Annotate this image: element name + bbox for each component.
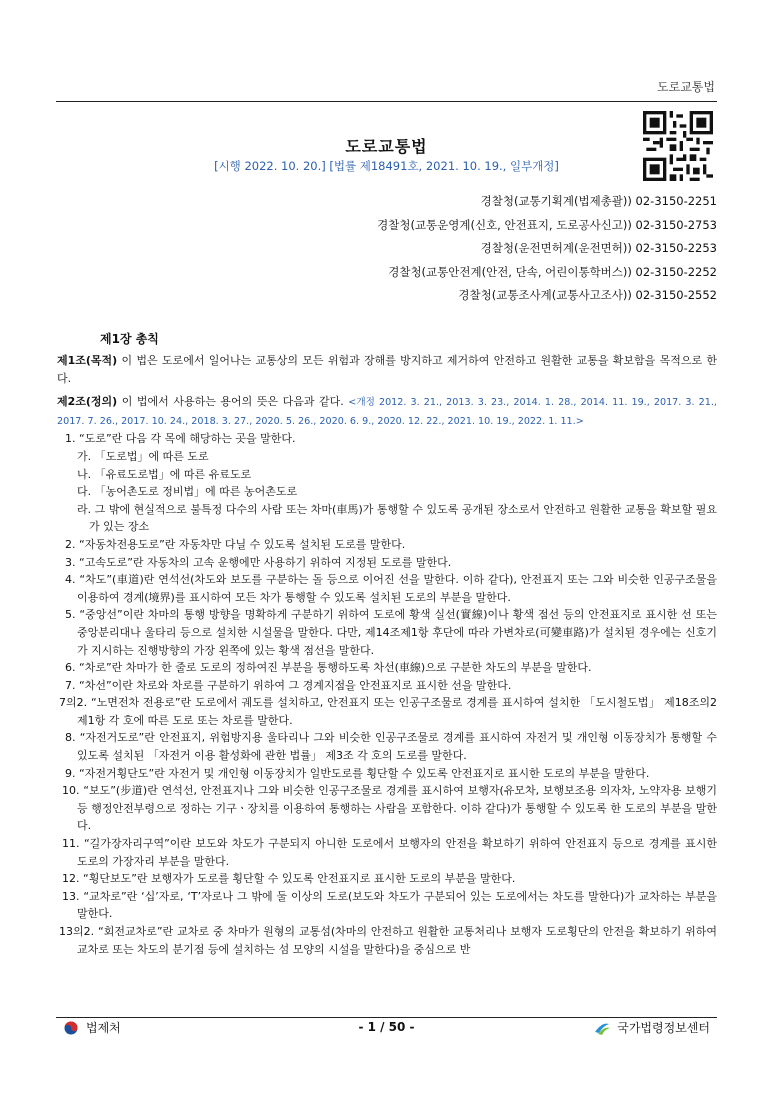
- article-title: 제1조(목적): [57, 354, 118, 367]
- list-item: 1. “도로”란 다음 각 목에 해당하는 곳을 말한다.: [65, 432, 296, 446]
- list-item: 2. “자동차전용도로”란 자동차만 다닐 수 있도록 설치된 도로를 말한다.: [65, 537, 406, 551]
- contact-line: 경찰청(교통안전계(안전, 단속, 어린이통학버스)) 02-3150-2252: [388, 264, 717, 279]
- list-item: 다. 「농어촌도로 정비법」에 따른 농어촌도로: [77, 485, 298, 499]
- list-item: 가. 「도로법」에 따른 도로: [77, 449, 209, 463]
- list-item: 11. “길가장자리구역”이란 보도와 차도가 구분되지 아니한 도로에서 보행자의 안전을 확보하기 위하여 안전표지 등으로 경계를 표시한 도로의 가장자리 부분을 말한다.: [62, 837, 717, 868]
- list-item: 7의2. “노면전차 전용로”란 도로에서 궤도를 설치하고, 안전표지 또는 인공구조물로 경계를 표시하여 설치한 「도시철도법」 제18조의2제1항 각 호에 따른 도로 또는 차로를 말한다.: [59, 696, 717, 727]
- list-item: 4. “차도”(車道)란 연석선(차도와 보도를 구분하는 돌 등으로 이어진 선을 말한다. 이하 같다), 안전표지 또는 그와 비슷한 인공구조물을 이용하여 경계(境界)를 표시하여 모든 차가 통행할 수 있도록 설치된 도로의 부분을 말한다.: [65, 573, 717, 604]
- contact-line: 경찰청(교통조사계(교통사고조사)) 02-3150-2552: [458, 288, 717, 302]
- article-title: 제2조(정의): [57, 395, 118, 409]
- footer-right-label: 국가법령정보센터: [617, 1021, 710, 1035]
- contact-line: 경찰청(운전면허계(운전면허)) 02-3150-2253: [480, 241, 717, 255]
- footer-source: [593, 1019, 710, 1036]
- list-item: 13. “교차로”란 ‘십’자로, ‘T’자로나 그 밖에 둘 이상의 도로(보도와 차도가 구분되어 있는 도로에서는 차도를 말한다)가 교차하는 부분을 말한다.: [62, 889, 717, 921]
- list-item: 8. “자전거도로”란 안전표지, 위험방지용 울타리나 그와 비슷한 인공구조물로 경계를 표시하여 자전거 및 개인형 이동장치가 통행할 수 있도록 설치된 「자전거 이용 활성화에 관한 법률」 제3조 각 호의 도로를 말한다.: [65, 731, 717, 763]
- header-law-name: 도로교통법: [657, 80, 715, 94]
- list-item: 13의2. “회전교차로”란 교차로 중 차마가 원형의 교통섬(차마의 안전하고 원활한 교통처리나 보행자 도로횡단의 안전을 확보하기 위하여 교차로 또는 차도의 분기점 등에 설치하는 섬 모양의 시설을 말한다)을 중심으로 반: [59, 925, 717, 956]
- header-divider: [56, 101, 717, 102]
- document-subtitle: [시행 2022. 10. 20.] [법률 제18491호, 2021. 10. 19., 일부개정]: [214, 159, 559, 173]
- law-body: [57, 352, 717, 958]
- list-item: 10. “보도”(步道)란 연석선, 안전표지나 그와 비슷한 인공구조물로 경계를 표시하여 보행자(유모차, 보행보조용 의자차, 노약자용 보행기 등 행정안전부령으로 정하는 기구ㆍ장치를 이용하여 통행하는 사람을 포함한다. 이하 같다)가 통행할 수 있도록 한 도로의 부분을 말한다.: [62, 784, 717, 833]
- contact-list: [377, 190, 717, 308]
- law-center-logo-icon: [593, 1020, 611, 1036]
- list-item: 9. “자전거횡단도”란 자전거 및 개인형 이동장치가 일반도로를 횡단할 수 있도록 안전표지로 표시한 도로의 부분을 말한다.: [65, 766, 650, 780]
- list-item: 12. “횡단보도”란 보행자가 도로를 횡단할 수 있도록 안전표지로 표시한 도로의 부분을 말한다.: [62, 872, 516, 886]
- list-item: 3. “고속도로”란 자동차의 고속 운행에만 사용하기 위하여 지정된 도로를 말한다.: [65, 555, 452, 569]
- list-item: 7. “차선”이란 차로와 차로를 구분하기 위하여 그 경계지점을 안전표지로 표시한 선을 말한다.: [65, 678, 512, 692]
- footer-left-label: 법제처: [86, 1021, 121, 1035]
- list-item: 5. “중앙선”이란 차마의 통행 방향을 명확하게 구분하기 위하여 도로에 황색 실선(實線)이나 황색 점선 등의 안전표지로 표시한 선 또는 중앙분리대나 울타리 등으로 설치한 시설물을 말한다. 다만, 제14조제1항 후단에 따라 가변차로(可變車路)가 설치된 경우에는 신호기가 지시하는 진행방향의 가장 왼쪽에 있는 황색 점선을 말한다.: [65, 608, 717, 657]
- contact-line: 경찰청(교통기획계(법제총괄)) 02-3150-2251: [480, 194, 717, 208]
- document-title: 도로교통법: [345, 137, 428, 156]
- chapter-heading: 제1장 총칙: [100, 332, 159, 346]
- page-number: - 1 / 50 -: [358, 1020, 415, 1034]
- article-2: [57, 393, 717, 430]
- article-1: [57, 352, 717, 387]
- contact-line: 경찰청(교통운영계(신호, 안전표지, 도로공사신고)) 02-3150-2753: [377, 217, 717, 232]
- list-item: 나. 「유료도로법」에 따른 유료도로: [77, 467, 252, 481]
- footer-divider: [56, 1017, 717, 1018]
- amendment-note: <개정 2012. 3. 21., 2013. 3. 23., 2014. 1. 28., 2014. 11. 19., 2017. 3. 21., 2017. 7. 26., 2017. 10. 24., 2018. 3. 27., 2020. 5. 26., 2020. 6. 9., 2020. 12. 22., 2021. 10. 19., 2022. 1. 11.>: [57, 397, 717, 427]
- article-text: 이 법에서 사용하는 용어의 뜻은 다음과 같다.: [117, 395, 349, 409]
- list-item: 6. “차로”란 차마가 한 줄로 도로의 정하여진 부분을 통행하도록 차선(車線)으로 구분한 차도의 부분을 말한다.: [65, 661, 592, 675]
- list-item: 라. 그 밖에 현실적으로 불특정 다수의 사람 또는 차마(車馬)가 통행할 수 있도록 공개된 장소로서 안전하고 원활한 교통을 확보할 필요가 있는 장소: [77, 502, 717, 534]
- article-text: 이 법은 도로에서 일어나는 교통상의 모든 위험과 장해를 방지하고 제거하여 안전하고 원활한 교통을 확보함을 목적으로 한다.: [57, 354, 717, 385]
